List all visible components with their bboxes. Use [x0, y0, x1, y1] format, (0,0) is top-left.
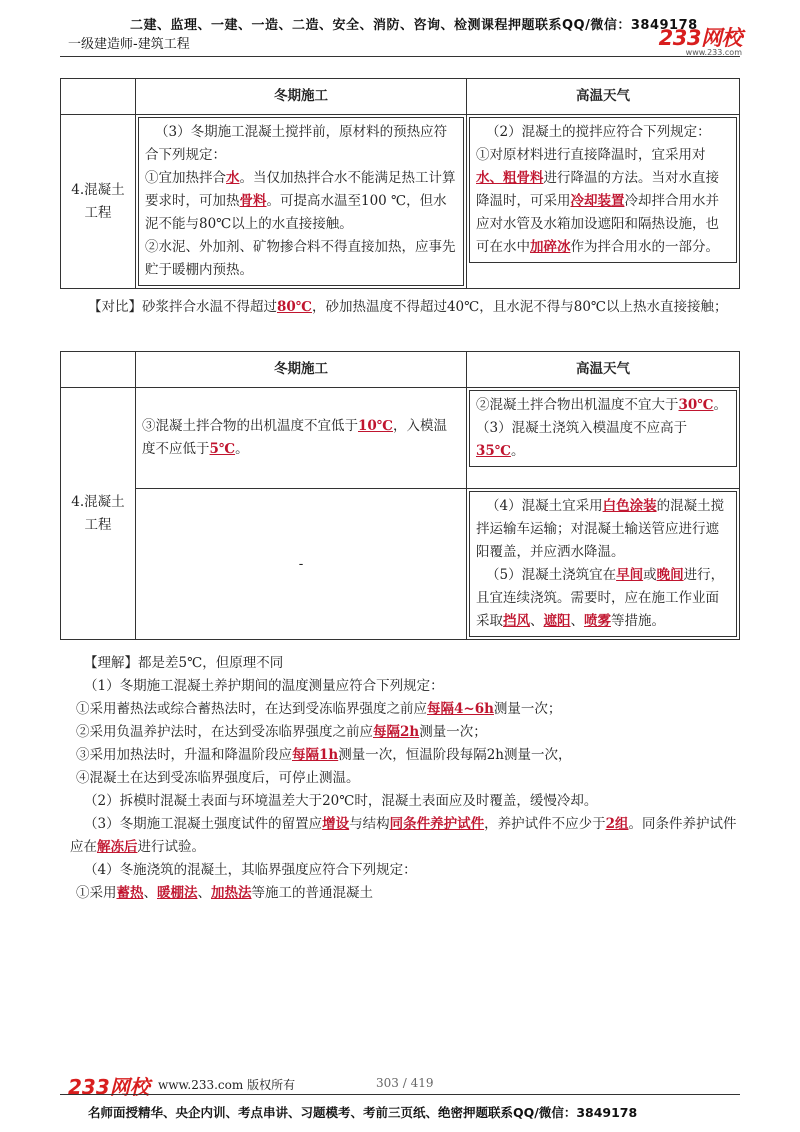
winter-cell	[136, 388, 467, 489]
table-header-row	[61, 79, 740, 115]
winter-item-2: ②水泥、外加剂、矿物掺合料不得直接加热，应事先贮于暖棚内预热。	[145, 239, 456, 278]
hot-pouring: （5）混凝土浇筑宜在早间或晚间进行，且宜连续浇筑。需要时，应在施工作业面采取挡风、遮阳、喷雾等措施。	[476, 567, 725, 629]
understand-line: （2）拆模时混凝土表面与环境温差大于20℃时，混凝土表面应及时覆盖，缓慢冷却。	[84, 793, 598, 809]
understand-line: ①采用蓄热法或综合蓄热法时，在达到受冻临界强度之前应每隔4~6h测量一次；	[76, 701, 562, 717]
comparison-table-2	[60, 351, 740, 640]
col-header-hot: 高温天气	[467, 79, 740, 115]
hot-cell-2	[467, 489, 740, 640]
hot-cell	[467, 388, 740, 489]
hot-outlet-temp: ②混凝土拌合物出机温度不宜大于30℃。	[476, 397, 727, 413]
document-subtitle: 一级建造师-建筑工程	[68, 37, 190, 52]
corner-cell	[61, 79, 136, 115]
header-contact-line: 二建、监理、一建、一造、二造、安全、消防、咨询、检测课程押题联系QQ/微信：3849178	[130, 18, 698, 33]
winter-cell	[136, 115, 467, 289]
hot-mould-temp: （3）混凝土浇筑入模温度不应高于35℃。	[476, 420, 688, 459]
col-header-hot: 高温天气	[467, 352, 740, 388]
understand-line: （1）冬期施工混凝土养护期间的温度测量应符合下列规定：	[84, 678, 444, 694]
row-label: 4.混凝土工程	[61, 388, 136, 640]
winter-empty-cell: -	[136, 489, 467, 640]
table-row	[61, 489, 740, 640]
hot-cell	[467, 115, 740, 289]
understand-title: 【理解】都是差5℃，但原理不同	[84, 655, 284, 671]
table-header-row	[61, 352, 740, 388]
winter-intro: （3）冬期施工混凝土搅拌前，原材料的预热应符合下列规定：	[145, 124, 448, 163]
col-header-winter: 冬期施工	[136, 352, 467, 388]
winter-temp-text: ③混凝土拌合物的出机温度不宜低于10℃，入模温度不应低于5℃。	[142, 418, 447, 457]
understand-line: （3）冬期施工混凝土强度试件的留置应增设与结构同条件养护试件，养护试件不应少于2组。同条件养护试件应在解冻后进行试验。	[70, 816, 737, 855]
col-header-winter: 冬期施工	[136, 79, 467, 115]
comparison-table-1	[60, 78, 740, 289]
page-number: 303 / 419	[376, 1076, 434, 1090]
understanding-section	[70, 652, 740, 905]
footer-divider	[60, 1094, 740, 1095]
compare-paragraph: 【对比】砂浆拌合水温不得超过80℃，砂加热温度不得超过40℃，且水泥不得与80℃以上热水直接接触；	[88, 299, 728, 315]
site-logo	[659, 22, 742, 57]
header-divider	[60, 56, 740, 57]
corner-cell	[61, 352, 136, 388]
understand-line: ①采用蓄热、暖棚法、加热法等施工的普通混凝土	[76, 885, 373, 901]
row-label: 4.混凝土工程	[61, 115, 136, 289]
understand-line: ③采用加热法时，升温和降温阶段应每隔1h测量一次，恒温阶段每隔2h测量一次，	[76, 747, 572, 763]
winter-item-1: ①宜加热拌合水。当仅加热拌合水不能满足热工计算要求时，可加热骨料。可提高水温至100 ℃，但水泥不能与80℃以上的水直接接触。	[145, 170, 456, 232]
logo-text: 233网校	[658, 26, 742, 50]
footer-contact-line: 名师面授精华、央企内训、考点串讲、习题模考、考前三页纸、绝密押题联系QQ/微信：3849178	[88, 1105, 638, 1120]
footer-copyright: www.233.com 版权所有	[158, 1078, 296, 1092]
hot-item-1: ①对原材料进行直接降温时，宜采用对水、粗骨料进行降温的方法。当对水直接降温时，可采用冷却装置冷却拌合用水并应对水管及水箱加设遮阳和隔热设施，也可在水中加碎冰作为拌合用水的一部分。	[476, 147, 719, 255]
footer-logo: 233网校	[68, 1075, 150, 1099]
understand-line: （4）冬施浇筑的混凝土，其临界强度应符合下列规定：	[84, 862, 417, 878]
understand-line: ②采用负温养护法时，在达到受冻临界强度之前应每隔2h测量一次；	[76, 724, 487, 740]
hot-transport: （4）混凝土宜采用白色涂装的混凝土搅拌运输车运输；对混凝土输送管应进行遮阳覆盖，并应洒水降温。	[476, 498, 725, 560]
hot-intro: （2）混凝土的搅拌应符合下列规定：	[486, 124, 711, 140]
table-row	[61, 388, 740, 489]
logo-url: www.233.com	[685, 48, 742, 57]
table-row	[61, 115, 740, 289]
understand-line: ④混凝土在达到受冻临界强度后，可停止测温。	[76, 770, 360, 786]
